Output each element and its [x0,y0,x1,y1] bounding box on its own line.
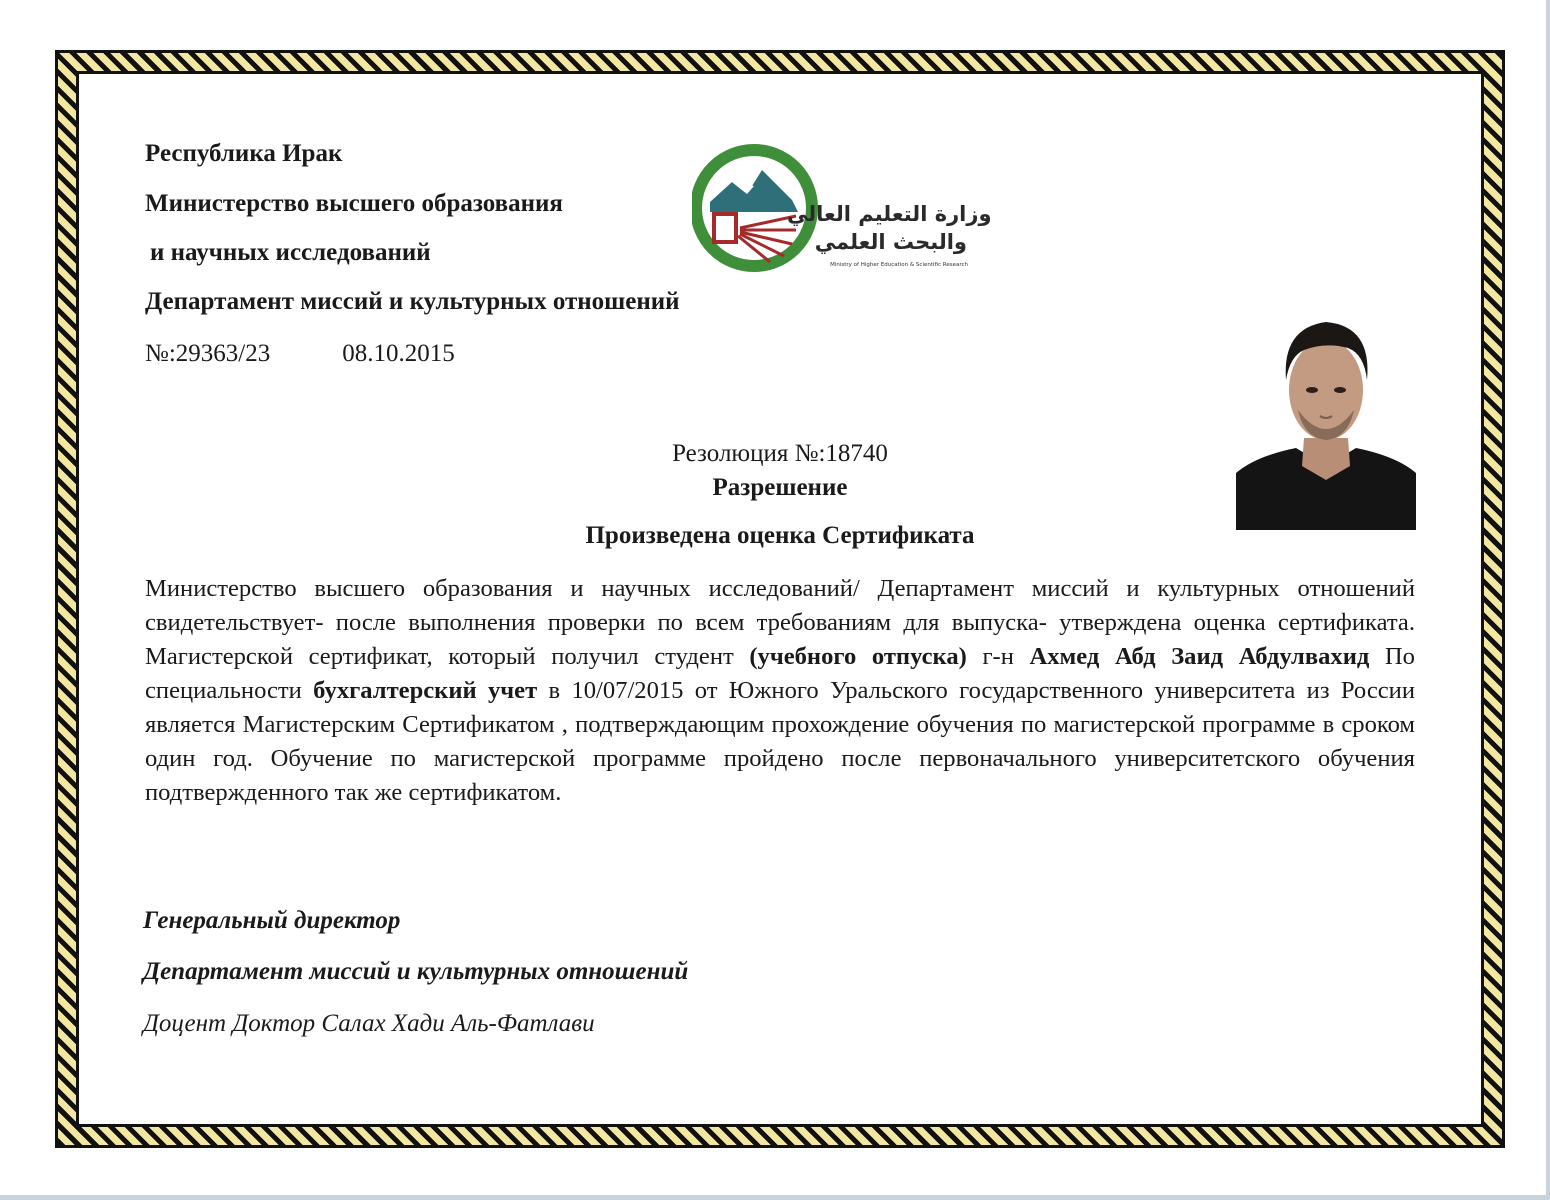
body-leave-type: (учебного отпуска) [749,643,967,670]
logo-english-caption: Ministry of Higher Education & Scientific Research [830,262,968,268]
body-part-4: в 10/07/2015 от Южного Уральского государственного университета из России является Магистерским Сертификатом , подтверждающим прохождение обучения по магистерской программе в сроком один год. Обучение по магистерской программе пройдено после первоначального университетского обучения подтвержденного так же сертификатом. [145,677,1415,806]
evaluation-title: Произведена оценка Сертификата [585,522,975,549]
ministry-logo [692,142,992,276]
body-part-2: г-н [966,643,1030,670]
page-edge-right [1546,0,1550,1200]
body-part-1: Министерство высшего образования и научных исследований/ Департамент миссий и культурных отношений свидетельствует- после выполнения проверки по всем требованиям для выпуска- утверждена оценка сертификата. Магистерской сертификат, который получил студент [145,575,1415,670]
reference-number: №:29363/23 [145,340,271,367]
reference-line [145,340,455,368]
page-edge-bottom [0,1195,1550,1200]
header-country: Республика Ирак [145,140,343,167]
signature-name: Доцент Доктор Салах Хади Аль-Фатлави [143,1010,595,1037]
permission-title: Разрешение [712,474,848,501]
body-student-name: Ахмед Абд Заид Абдулвахид [1029,643,1370,670]
header-ministry-cont: и научных исследований [150,239,431,266]
logo-arabic-line1: وزارة التعليم العالي [787,202,992,226]
certificate-body [145,572,1415,810]
body-part-3: По специальности [145,643,1415,704]
resolution-number: Резолюция №:18740 [672,440,888,467]
signature-title: Генеральный директор [143,907,401,934]
header-department: Департамент миссий и культурных отношений [145,288,680,315]
reference-date: 08.10.2015 [342,340,455,367]
logo-arabic-line2: والبحث العلمي [814,230,967,254]
header-ministry: Министерство высшего образования [145,190,563,217]
signature-department: Департамент миссий и культурных отношений [143,958,689,985]
body-specialty: бухгалтерский учет [313,677,538,704]
